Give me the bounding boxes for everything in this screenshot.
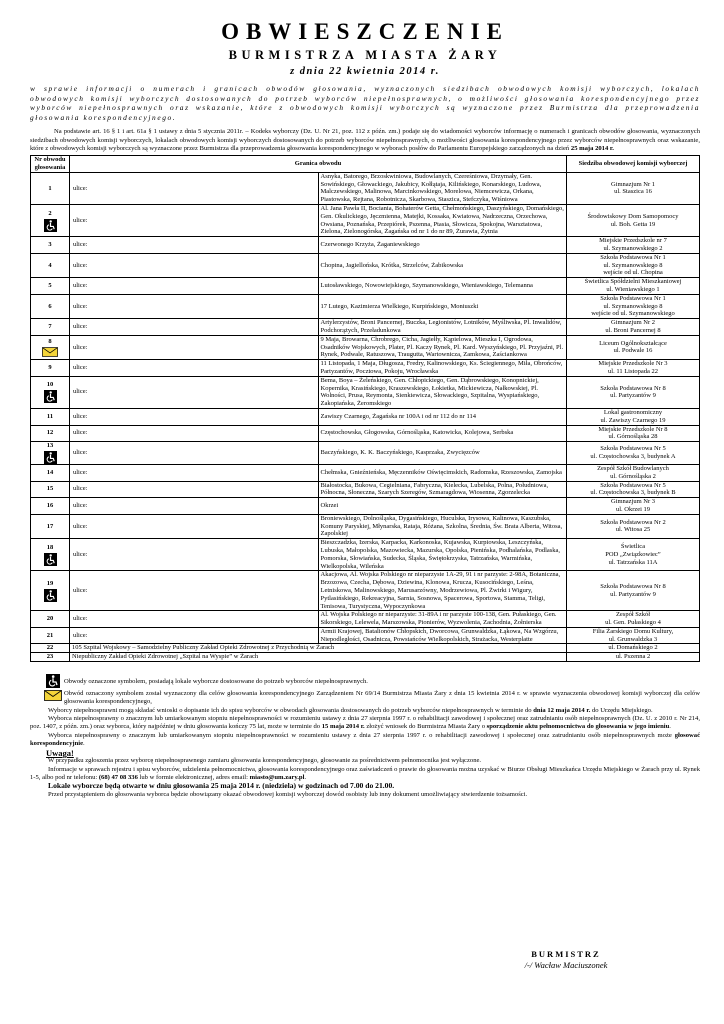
page-title: OBWIESZCZENIE bbox=[221, 19, 509, 44]
boundary-type: ulice: bbox=[70, 627, 319, 644]
table-header-row bbox=[31, 156, 700, 173]
district-boundary: Bema, Boya – Żeleńskiego, Gen. Chłopickiego, Gen. Dąbrowskiego, Konopnickiej, Kopernika, Krasińskiego, Kraszewskiego, Łokietka, Mickiewicza, Nałkowskiej, Pl. Wolności, Prusa, Reymonta, Sienkiewicza, Słowackiego, Szpitalna, Wyspiańskiego, Zakopiańska, Żeromskiego bbox=[318, 376, 567, 408]
note-bold: sporządzenie aktu pełnomocnictwa do głosowania w jego imieniu bbox=[486, 723, 670, 731]
district-number bbox=[31, 425, 70, 442]
district-number bbox=[31, 653, 70, 662]
commission-seat: Gimnazjum Nr 3 ul. Okrzei 19 bbox=[567, 498, 700, 515]
table-row bbox=[31, 442, 700, 465]
district-number bbox=[31, 627, 70, 644]
table-row bbox=[31, 611, 700, 628]
district-number bbox=[31, 539, 70, 571]
district-boundary: Okrzei bbox=[318, 498, 567, 515]
note-identity: Przed przystąpieniem do głosowania wyborca będzie obowiązany okazać obwodowej komisji wyborczej dowód osobisty lub inny dokument umożliwiający stwierdzenie tożsamości. bbox=[48, 790, 528, 798]
table-row bbox=[31, 498, 700, 515]
districts-table-body bbox=[31, 172, 700, 661]
commission-seat: Gimnazjum Nr 1 ul. Staszica 16 bbox=[567, 172, 700, 204]
boundary-type: ulice: bbox=[70, 464, 319, 481]
note-bold: dnia 12 maja 2014 r. bbox=[533, 706, 591, 714]
district-number-text: 10 bbox=[46, 381, 54, 389]
commission-seat: Filia Żarskiego Domu Kultury, ul. Grunwaldzka 3 bbox=[567, 627, 700, 644]
district-number-text: 4 bbox=[48, 261, 52, 269]
table-row bbox=[31, 335, 700, 359]
commission-seat: Miejskie Przedszkole nr 7 ul. Szymanowskiego 2 bbox=[567, 237, 700, 254]
commission-seat: Świetlica POD „Związkowiec” ul. Tatrzańska 11A bbox=[567, 539, 700, 571]
district-number-text: 14 bbox=[46, 468, 54, 476]
note-exclusion: W przypadku zgłoszenia przez wyborcę niepełnosprawnego zamiaru głosowania korespondencyjnego, głosowanie za pośrednictwem pełnomocnika jest wyłączone. bbox=[48, 757, 482, 765]
commission-seat: Miejskie Przedszkole Nr 8 ul. Górnośląska 28 bbox=[567, 425, 700, 442]
district-number-text: 17 bbox=[46, 522, 54, 530]
district-number-text: 5 bbox=[48, 282, 52, 290]
district-number-text: 6 bbox=[48, 302, 52, 310]
table-row bbox=[31, 408, 700, 425]
district-number-text: 1 bbox=[48, 184, 52, 192]
district-number bbox=[31, 376, 70, 408]
table-row bbox=[31, 425, 700, 442]
table-row bbox=[31, 644, 700, 653]
boundary-type: ulice: bbox=[70, 172, 319, 204]
boundary-type: ulice: bbox=[70, 425, 319, 442]
boundary-type: ulice: bbox=[70, 498, 319, 515]
table-row bbox=[31, 539, 700, 571]
announcement-page bbox=[30, 18, 700, 799]
boundary-type: ulice: bbox=[70, 539, 319, 571]
table-row bbox=[31, 653, 700, 662]
district-boundary: Baczyńskiego, K. K. Baczyńskiego, Kasprzaka, Zwycięzców bbox=[318, 442, 567, 465]
district-number-text: 23 bbox=[46, 653, 54, 661]
boundary-type: ulice: bbox=[70, 611, 319, 628]
district-number bbox=[31, 172, 70, 204]
district-number bbox=[31, 253, 70, 277]
district-boundary: Chopina, Jagiellońska, Krótka, Strzelców, Żabikowska bbox=[318, 253, 567, 277]
note-text: lub w formie elektronicznej, adres email: bbox=[139, 774, 248, 782]
district-number bbox=[31, 360, 70, 377]
table-row bbox=[31, 514, 700, 538]
boundary-type: ulice: bbox=[70, 335, 319, 359]
commission-seat: Szkoła Podstawowa Nr 1 ul. Szymanowskiego 8 wejście od ul. Szymanowskiego bbox=[567, 294, 700, 318]
boundary-type: ulice: bbox=[70, 253, 319, 277]
district-number-text: 2 bbox=[48, 209, 52, 217]
commission-seat: Zespół Szkół ul. Gen. Pułaskiego 4 bbox=[567, 611, 700, 628]
legal-basis bbox=[30, 128, 700, 153]
district-boundary: Asnyka, Batorego, Brzoskwiniowa, Budowlanych, Czereśniowa, Drzymały, Gen. Sowińskiego, Głowackiego, Jakubicy, Kołłątaja, Kilińskiego, Konarskiego, Ludowa, Malczewskiego, Malinowa, Marcinkowskiego, Morelowa, Niemcewicza, Orkana, Piastowska, Rejtana, Robotnicza, Skarbowa, Staszica, Stefczyka, Wiśniowa bbox=[318, 172, 567, 204]
districts-table bbox=[30, 155, 700, 662]
district-number-text: 22 bbox=[46, 644, 54, 652]
subject-text: w sprawie informacji o numerach i granicach obwodów głosowania, wyznaczonych siedzibach obwodowych komisji wyborczych, lokalach obwodowych komisji wyborczych dostosowanych do potrzeb wyborców niepełnosprawnych, o możliwości głosowania korespondencyjnego przez wyborców niepełnosprawnych oraz wskazanie, które z obwodowych komisji wyborczych są wyznaczone przez Burmistrza dla przeprowadzenia głosowania korespondencyjnego. bbox=[30, 84, 700, 122]
envelope-icon bbox=[44, 690, 62, 701]
district-number bbox=[31, 611, 70, 628]
district-number bbox=[31, 498, 70, 515]
district-boundary: Al. Jana Pawła II, Bociania, Bohaterów Getta, Chełmońskiego, Daszyńskiego, Domańskiego, Gen. Okulickiego, Jęczmienna, Matejki, Kossaka, Kwiatowa, Nadrzeczna, Orzechowa, Owsiana, Poznańska, Przepiórek, Pszenna, Ptasia, Słowicza, Spokojna, Warsztatowa, Zielona, Zielonogórska, Żagańska od nr 1 do nr 89, Żurawia, Żytnia bbox=[318, 205, 567, 237]
issuer-title: BURMISTRZA MIASTA ŻARY bbox=[228, 48, 502, 62]
district-number bbox=[31, 442, 70, 465]
signature-block bbox=[506, 949, 626, 970]
note-text: Informacje w sprawach rejestru i spisu wyborców, udzielenia pełnomocnictwa, głosowania korespondencyjnego oraz zaświadczeń o prawie do głosowania można uzyskać w Biurze Obsługi Mieszkańca Urzędu Miejskiego w Żarach przy ul. Rynek 1-5, albo pod nr telefonu: bbox=[30, 765, 700, 782]
phone-number: (68) 47 08 336 bbox=[98, 774, 138, 782]
commission-seat: Szkoła Podstawowa Nr 2 ul. Witosa 25 bbox=[567, 514, 700, 538]
district-number bbox=[31, 481, 70, 498]
district-boundary: Bieszczadzka, Izerska, Karpacka, Karkonoska, Kujawska, Kurpiowska, Leszczyńska, Lubuska, Małopolska, Mazowiecka, Mazurska, Opolska, Pienińska, Podhalańska, Podlaska, Pomorska, Słowiańska, Sudecka, Śląska, Świętokrzyska, Tatrzańska, Warmińska, Wielkopolska, Wileńska bbox=[318, 539, 567, 571]
commission-seat: Szkoła Podstawowa Nr 1 ul. Szymanowskiego 8 wejście od ul. Chopina bbox=[567, 253, 700, 277]
district-number-text: 18 bbox=[46, 543, 54, 551]
legend-wheelchair-text: Obwody oznaczone symbolem, posiadają lokale wyborcze dostosowane do potrzeb wyborców niepełnosprawnych. bbox=[64, 678, 368, 686]
wheelchair-icon bbox=[44, 589, 57, 602]
note-text: do Urzędu Miejskiego. bbox=[592, 706, 653, 714]
district-boundary: 105 Szpital Wojskowy – Samodzielny Publiczny Zakład Opieki Zdrowotnej z Przychodnią w Żarach bbox=[70, 644, 567, 653]
district-boundary: Armii Krajowej, Batalionów Chłopskich, Dworcowa, Grunwaldzka, Łąkowa, Na Wzgórzu, Niepodległości, Osadnicza, Powstańców Wielkopolskich, Strażacka, Westerplatte bbox=[318, 627, 567, 644]
district-boundary: Częstochowska, Głogowska, Górnośląska, Katowicka, Kolejowa, Serbska bbox=[318, 425, 567, 442]
commission-seat: Szkoła Podstawowa Nr 5 ul. Częstochowska 3, budynek A bbox=[567, 442, 700, 465]
table-row bbox=[31, 205, 700, 237]
signature-role: BURMISTRZ bbox=[531, 949, 601, 959]
signature-name: /-/ Wacław Maciuszonek bbox=[524, 960, 608, 970]
note-text: złożyć wniosek do Burmistrza Miasta Żary o bbox=[366, 723, 485, 731]
district-boundary: Artylerzystów, Broni Pancernej, Buczka, Legionistów, Lotników, Myśliwska, Pl. Inwalidów, Podchorążych, Przeładunkowa bbox=[318, 319, 567, 336]
district-number bbox=[31, 644, 70, 653]
district-boundary: Al. Wojska Polskiego nr nieparzyste: 31-89A i nr parzyste 100-138, Gen. Pułaskiego, Gen. Sikorskiego, Lelewela, Marszowska, Pionierów, Wyzwolenia, Zachodnia, Żołnierska bbox=[318, 611, 567, 628]
note-text: Wyborcy niepełnosprawni mogą składać wnioski o dopisanie ich do spisu wyborców w obwodach głosowania dostosowanych do potrzeb wyborców niepełnosprawnych w terminie do bbox=[48, 706, 532, 714]
boundary-type: ulice: bbox=[70, 481, 319, 498]
boundary-type: ulice: bbox=[70, 237, 319, 254]
boundary-type: ulice: bbox=[70, 376, 319, 408]
district-number bbox=[31, 335, 70, 359]
table-row bbox=[31, 627, 700, 644]
issue-date: z dnia 22 kwietnia 2014 r. bbox=[290, 66, 440, 77]
legend-wheelchair bbox=[30, 674, 700, 688]
table-row bbox=[31, 294, 700, 318]
district-number-text: 11 bbox=[46, 412, 54, 420]
district-number bbox=[31, 514, 70, 538]
note-disabled-voters bbox=[30, 707, 700, 715]
district-number-text: 15 bbox=[46, 485, 54, 493]
boundary-type: ulice: bbox=[70, 278, 319, 295]
boundary-type: ulice: bbox=[70, 319, 319, 336]
district-boundary: Zawiszy Czarnego, Żagańska nr 100A i od nr 112 do nr 114 bbox=[318, 408, 567, 425]
district-number bbox=[31, 408, 70, 425]
district-number bbox=[31, 205, 70, 237]
district-number bbox=[31, 237, 70, 254]
commission-seat: Szkoła Podstawowa Nr 8 ul. Partyzantów 9 bbox=[567, 571, 700, 611]
commission-seat: Środowiskowy Dom Samopomocy ul. Boh. Getta 19 bbox=[567, 205, 700, 237]
commission-seat: Gimnazjum Nr 2 ul. Broni Pancernej 8 bbox=[567, 319, 700, 336]
district-boundary: 17 Lutego, Kazimierza Wielkiego, Kurpińskiego, Moniuszki bbox=[318, 294, 567, 318]
district-boundary: Akacjowa, Al. Wojska Polskiego nr nieparzyste 1A-29, 91 i nr parzyste: 2-98A, Botaniczna, Brzozowa, Czecha, Dębowa, Dziewina, Klonowa, Krucza, Kusocińskiego, Leśna, Letniskowa, Malinowskiego, Marusarzówny, Modrzewiowa, Pl. Żwirki i Wigury, Pytlasińskiego, Rekreacyjna, Sarnia, Sosnowa, Spacerowa, Sportowa, Stamma, Teligi, Tenisowa, Turystyczna, Wypoczynkowa bbox=[318, 571, 567, 611]
district-number-text: 7 bbox=[48, 323, 52, 331]
table-row bbox=[31, 172, 700, 204]
legend-envelope-text: Obwód oznaczony symbolem został wyznaczony dla celów głosowania korespondencyjnego Zarządzeniem Nr 69/14 Burmistrza Miasta Żary z dnia 15 kwietnia 2014 r. w sprawie wyznaczenia obwodowej komisji wyborczej dla celów głosowania korespondencyjnego, bbox=[64, 690, 700, 706]
district-boundary: 9 Maja, Browarna, Chrobrego, Cicha, Jagiełły, Kąpielowa, Mieszka I, Ogrodowa, Osadników Wojskowych, Plater, Pl. Kaczy Rynek, Pl. Kard. Wyszyńskiego, Pl. Przyjaźni, Pl. Rynek, Podwale, Ratuszowa, Traugutta, Wartownicza, Zamkowa, Zaściankowa bbox=[318, 335, 567, 359]
commission-seat: ul. Domańskiego 2 bbox=[567, 644, 700, 653]
note-text: Wyborca niepełnosprawny o znacznym lub umiarkowanym stopniu niepełnosprawności w rozumieniu ustawy z dnia 27 sierpnia 1997 r. o rehabilitacji zawodowej i społecznej oraz zatrudnianiu osób niepełnosprawnych może bbox=[48, 731, 672, 739]
boundary-type: ulice: bbox=[70, 514, 319, 538]
email-address: miasto@um.zary.pl bbox=[249, 774, 305, 782]
district-boundary: Broniewskiego, Dolnośląska, Dygasińskiego, Huculska, Irysowa, Kalinowa, Kaszubska, Komuny Paryskiej, Młynarska, Rataja, Różana, Szkolna, Średnia, Św. Brata Alberta, Witosa, Zapolskiej bbox=[318, 514, 567, 538]
header-commission-seat: Siedziba obwodowej komisji wyborczej bbox=[567, 156, 700, 173]
district-number-text: 19 bbox=[46, 579, 54, 587]
header-district-boundary: Granica obwodu bbox=[70, 156, 567, 173]
note-proxy: Wyborca niepełnosprawny o znacznym lub umiarkowanym stopniu niepełnosprawności w rozumieniu ustawy z dnia 27 sierpnia 1997 r. o rehabilitacji zawodowej i społecznej oraz zatrudnianiu osób niepełnosprawnych (Dz. U. z 2010 r. Nr 214, poz. 1407, z późn. zm.) oraz wyborca, który najpóźniej w dniu głosowania kończy 75 lat, może w terminie do 15 maja 2014 r. złożyć wniosek do Burmistrza Miasta Żary o sporządzenie aktu pełnomocnictwa do głosowania w jego imieniu. bbox=[30, 714, 700, 731]
table-row bbox=[31, 278, 700, 295]
boundary-type: ulice: bbox=[70, 408, 319, 425]
note-opening-hours: Lokale wyborcze będą otwarte w dniu głosowania 25 maja 2014 r. (niedziela) w godzinach od 7.00 do 21.00. bbox=[48, 781, 395, 791]
table-row bbox=[31, 571, 700, 611]
commission-seat: Zespół Szkół Budowlanych ul. Górnośląska 2 bbox=[567, 464, 700, 481]
legend-envelope bbox=[30, 690, 700, 707]
table-row bbox=[31, 237, 700, 254]
note-bold: 15 maja 2014 r. bbox=[321, 723, 365, 731]
commission-seat: Świetlica Spółdzielni Mieszkaniowej ul. Wieniawskiego 1 bbox=[567, 278, 700, 295]
district-number-text: 13 bbox=[46, 442, 54, 450]
note-contact: Informacje w sprawach rejestru i spisu wyborców, udzielenia pełnomocnictwa, głosowania korespondencyjnego oraz zaświadczeń o prawie do głosowania można uzyskać w Biurze Obsługi Mieszkańca Urzędu Miejskiego w Żarach przy ul. Rynek 1-5, albo pod nr telefonu: (68) 47 08 336 lub w formie elektronicznej, adres email: miasto@um.zary.pl. bbox=[30, 765, 700, 782]
warning-label: Uwaga! bbox=[46, 748, 74, 759]
wheelchair-icon bbox=[44, 219, 57, 232]
note-correspondence: Wyborca niepełnosprawny o znacznym lub umiarkowanym stopniu niepełnosprawności w rozumieniu ustawy z dnia 27 sierpnia 1997 r. o rehabilitacji zawodowej i społecznej oraz zatrudnianiu osób niepełnosprawnych może głosować korespondencyjnie. bbox=[30, 731, 700, 747]
boundary-type: ulice: bbox=[70, 294, 319, 318]
wheelchair-icon bbox=[44, 390, 57, 403]
legal-basis-text: Na podstawie art. 16 § 1 i art. 61a § 1 ustawy z dnia 5 stycznia 2011r. – Kodeks wyborczy (Dz. U. Nr 21, poz. 112 z późn. zm.) podaje się do wiadomości wyborców informację o numerach i granicach obwodów głosowania, wyznaczonych siedzibach obwodowych komisji wyborczych, lokalach obwodowych komisji wyborczych dostosowanych do potrzeb wyborców niepełnosprawnych, o możliwości głosowania korespondencyjnego przez wyborców niepełnosprawnych oraz wskazanie, które z obwodowych komisji wyborczych są wyznaczone przez Burmistrza dla przeprowadzenia głosowania korespondencyjnego w wyborach posłów do Parlamentu Europejskiego zarządzonych na dzień bbox=[30, 128, 700, 152]
envelope-icon bbox=[42, 347, 58, 357]
commission-seat: ul. Pszenna 2 bbox=[567, 653, 700, 662]
district-boundary: Lutosławskiego, Nowowiejskiego, Szymanowskiego, Wieniawskiego, Telemanna bbox=[318, 278, 567, 295]
header-district-number: Nr obwodu głosowania bbox=[31, 156, 70, 173]
table-row bbox=[31, 360, 700, 377]
notes-section bbox=[30, 674, 700, 799]
commission-seat: Szkoła Podstawowa Nr 5 ul. Częstochowska 3, budynek B bbox=[567, 481, 700, 498]
district-number bbox=[31, 294, 70, 318]
boundary-type: ulice: bbox=[70, 571, 319, 611]
table-row bbox=[31, 481, 700, 498]
district-boundary: 11 Listopada, 1 Maja, Długosza, Fredry, Kalinowskiego, Ks. Ściegiennego, Miła, Obrońców, Partyzantów, Pocztowa, Pokoju, Wrocławska bbox=[318, 360, 567, 377]
district-number-text: 21 bbox=[46, 631, 54, 639]
note-bold: głosować korespondencyjnie bbox=[30, 731, 700, 747]
district-boundary: Chełmska, Gnieźnieńska, Męczenników Oświęcimskich, Radomska, Rzeszowska, Zamojska bbox=[318, 464, 567, 481]
district-number bbox=[31, 464, 70, 481]
district-boundary: Białostocka, Bukowa, Cegielniana, Fabryczna, Kielecka, Lubelska, Polna, Południowa, Północna, Słoneczna, Szarych Szeregów, Szmaragdowa, Wiosenna, Zgorzelecka bbox=[318, 481, 567, 498]
district-number bbox=[31, 571, 70, 611]
boundary-type: ulice: bbox=[70, 205, 319, 237]
note-text: Wyborca niepełnosprawny o znacznym lub umiarkowanym stopniu niepełnosprawności w rozumieniu ustawy z dnia 27 sierpnia 1997 r. o rehabilitacji zawodowej i społecznej oraz zatrudnianiu osób niepełnosprawnych (Dz. U. z 2010 r. Nr 214, poz. 1407, z późn. zm.) oraz wyborca, który najpóźniej w dniu głosowania kończy 75 lat, może w terminie do bbox=[30, 714, 700, 731]
commission-seat: Lokal gastronomiczny ul. Zawiszy Czarnego 19 bbox=[567, 408, 700, 425]
wheelchair-icon bbox=[44, 553, 57, 566]
commission-seat: Szkoła Podstawowa Nr 8 ul. Partyzantów 9 bbox=[567, 376, 700, 408]
district-number bbox=[31, 319, 70, 336]
district-boundary: Czerwonego Krzyża, Żaganiewskiego bbox=[318, 237, 567, 254]
district-number-text: 20 bbox=[46, 615, 54, 623]
election-date: 25 maja 2014 r. bbox=[570, 144, 614, 152]
table-row bbox=[31, 253, 700, 277]
district-number-text: 12 bbox=[46, 429, 54, 437]
district-number bbox=[31, 278, 70, 295]
district-boundary: Niepubliczny Zakład Opieki Zdrowotnej „Szpital na Wyspie” w Żarach bbox=[70, 653, 567, 662]
boundary-type: ulice: bbox=[70, 442, 319, 465]
district-number-text: 3 bbox=[48, 241, 52, 249]
table-row bbox=[31, 376, 700, 408]
commission-seat: Liceum Ogólnokształcące ul. Podwale 16 bbox=[567, 335, 700, 359]
commission-seat: Miejskie Przedszkole Nr 3 ul. 11 Listopada 22 bbox=[567, 360, 700, 377]
table-row bbox=[31, 464, 700, 481]
wheelchair-icon bbox=[44, 451, 57, 464]
district-number-text: 9 bbox=[48, 364, 52, 372]
wheelchair-icon bbox=[46, 674, 60, 688]
boundary-type: ulice: bbox=[70, 360, 319, 377]
district-number-text: 16 bbox=[46, 502, 54, 510]
table-row bbox=[31, 319, 700, 336]
district-number-text: 8 bbox=[48, 338, 52, 346]
